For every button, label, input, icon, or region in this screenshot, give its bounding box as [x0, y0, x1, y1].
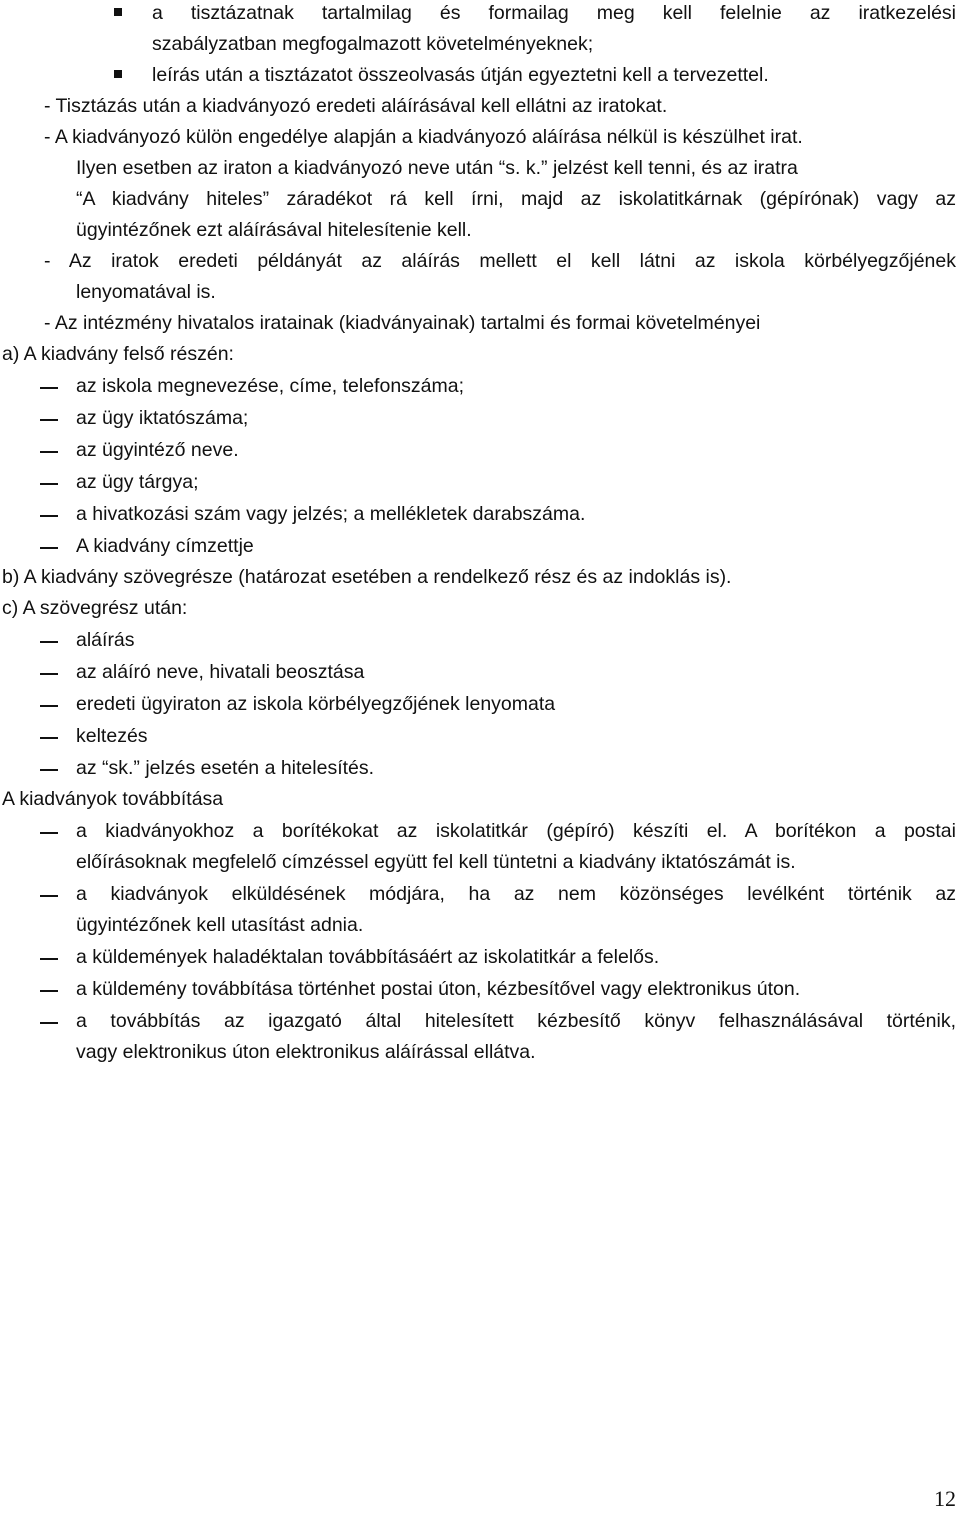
list-item: a továbbítás az igazgató által hitelesített kézbesítő könyv felhasználásával történik, [76, 1010, 956, 1032]
list-item-continuation: előírásoknak megfelelő címzéssel együtt fel kell tüntetni a kiadvány iktatószámát is. [76, 851, 796, 873]
list-item: a kiadványok elküldésének módjára, ha az nem közönséges levélként történik az [76, 883, 956, 905]
dash-bullet-icon [40, 769, 58, 771]
list-item: az ügy iktatószáma; [76, 407, 249, 429]
square-bullet-icon [114, 8, 122, 16]
section-heading: b) A kiadvány szövegrésze (határozat esetében a rendelkező rész és az indoklás is). [2, 566, 732, 588]
list-item: keltezés [76, 725, 148, 747]
dash-bullet-icon [40, 1022, 58, 1024]
text-line: - Az iratok eredeti példányát az aláírás mellett el kell látni az iskola körbélyegzőjének [44, 250, 956, 272]
text-line: ügyintézőnek ezt aláírásával hitelesítenie kell. [76, 219, 472, 241]
section-heading: c) A szövegrész után: [2, 597, 188, 619]
dash-bullet-icon [40, 483, 58, 485]
text-line: lenyomatával is. [76, 281, 216, 303]
text-line: “A kiadvány hiteles” záradékot rá kell írni, majd az iskolatitkárnak (gépírónak) vagy az [76, 188, 956, 210]
page-number: 12 [934, 1486, 956, 1511]
list-item: az “sk.” jelzés esetén a hitelesítés. [76, 757, 375, 779]
dash-bullet-icon [40, 895, 58, 897]
list-item: A kiadvány címzettje [76, 535, 254, 557]
dash-bullet-icon [40, 705, 58, 707]
dash-bullet-icon [40, 515, 58, 517]
dash-bullet-icon [40, 737, 58, 739]
dash-bullet-icon [40, 641, 58, 643]
text-line: Ilyen esetben az iraton a kiadványozó neve után “s. k.” jelzést kell tenni, és az iratra [76, 157, 798, 179]
dash-bullet-icon [40, 387, 58, 389]
dash-bullet-icon [40, 451, 58, 453]
list-item-continuation: ügyintézőnek kell utasítást adnia. [76, 914, 364, 936]
list-item: az aláíró neve, hivatali beosztása [76, 661, 365, 683]
dash-bullet-icon [40, 832, 58, 834]
section-heading: a) A kiadvány felső részén: [2, 343, 234, 365]
list-item: az iskola megnevezése, címe, telefonszáma; [76, 375, 465, 397]
list-item: a küldemény továbbítása történhet postai úton, kézbesítővel vagy elektronikus úton. [76, 978, 801, 1000]
list-item: a kiadványokhoz a borítékokat az iskolatitkár (gépíró) készíti el. A borítékon a postai [76, 820, 956, 842]
text-line: szabályzatban megfogalmazott követelményeknek; [152, 33, 594, 55]
text-line: a tisztázatnak tartalmilag és formailag meg kell felelnie az iratkezelési [152, 2, 956, 24]
text-line: - A kiadványozó külön engedélye alapján a kiadványozó aláírása nélkül is készülhet irat. [44, 126, 803, 148]
list-item: aláírás [76, 629, 135, 651]
list-item-continuation: vagy elektronikus úton elektronikus aláírással ellátva. [76, 1041, 536, 1063]
text-line: - Az intézmény hivatalos iratainak (kiadványainak) tartalmi és formai követelményei [44, 312, 761, 334]
dash-bullet-icon [40, 990, 58, 992]
list-item: eredeti ügyiraton az iskola körbélyegzőjének lenyomata [76, 693, 556, 715]
list-item: a küldemények haladéktalan továbbításáért az iskolatitkár a felelős. [76, 946, 660, 968]
dash-bullet-icon [40, 547, 58, 549]
text-line: leírás után a tisztázatot összeolvasás útján egyeztetni kell a tervezettel. [152, 64, 769, 86]
list-item: a hivatkozási szám vagy jelzés; a mellékletek darabszáma. [76, 503, 586, 525]
dash-bullet-icon [40, 419, 58, 421]
list-item: az ügyintéző neve. [76, 439, 239, 461]
list-item: az ügy tárgya; [76, 471, 199, 493]
square-bullet-icon [114, 70, 122, 78]
dash-bullet-icon [40, 958, 58, 960]
dash-bullet-icon [40, 673, 58, 675]
section-heading: A kiadványok továbbítása [2, 788, 224, 810]
text-line: - Tisztázás után a kiadványozó eredeti aláírásával kell ellátni az iratokat. [44, 95, 668, 117]
